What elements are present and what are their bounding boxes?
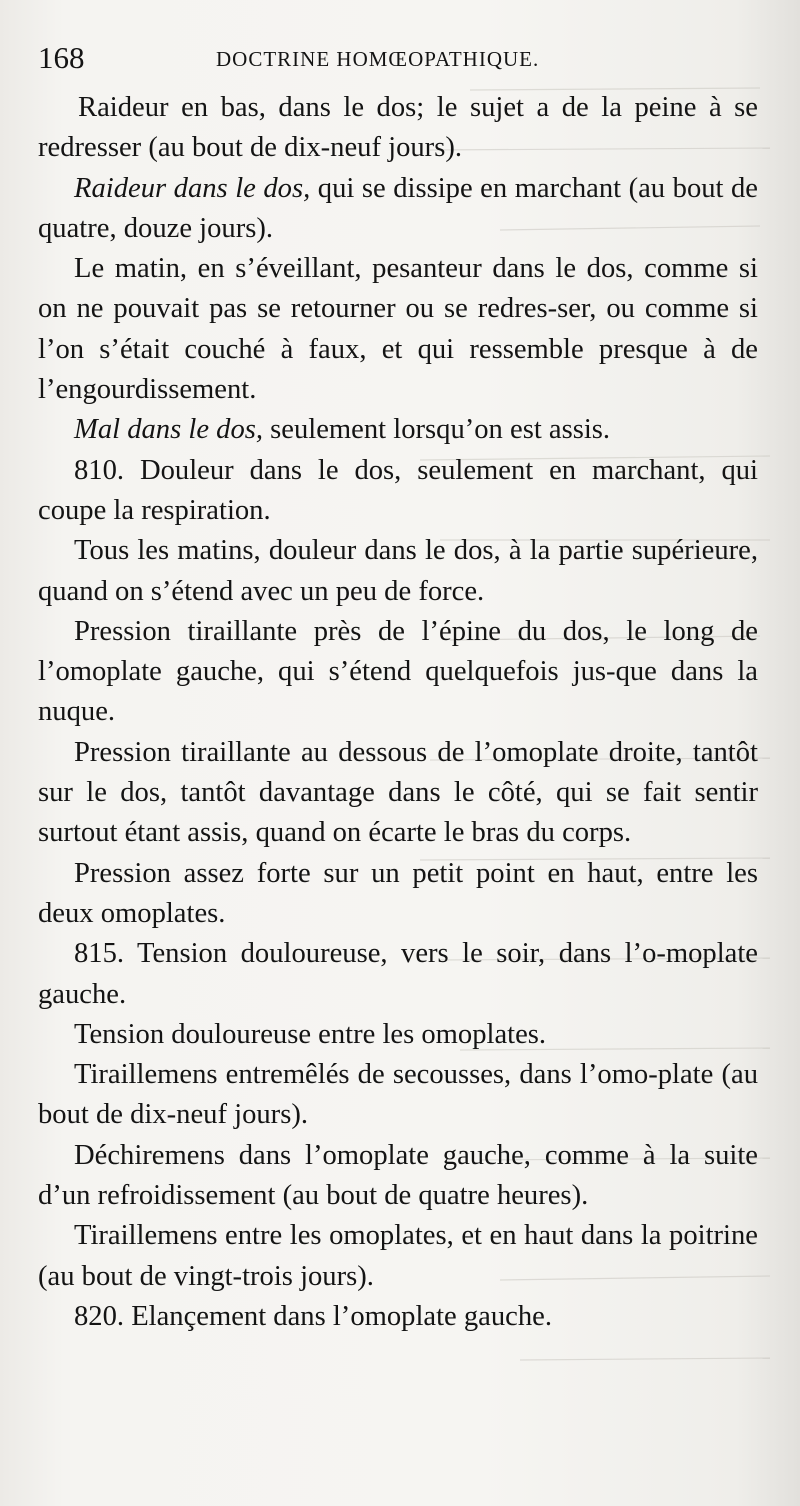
paragraph-italic: Mal dans le dos, (74, 414, 264, 446)
paragraph (38, 1216, 758, 1297)
paragraph (38, 169, 758, 250)
paragraph (38, 1055, 758, 1136)
paragraph-text: 810. Douleur dans le dos, seulement en marchant, qui coupe la respiration. (38, 454, 758, 526)
body-text (38, 88, 758, 1337)
page-header (38, 38, 758, 78)
paragraph (38, 854, 758, 935)
paragraph-italic: Raideur dans le dos, (74, 172, 311, 204)
paragraph (38, 1015, 758, 1055)
paragraph (38, 612, 758, 733)
paragraph-text: Déchiremens dans l’omoplate gauche, comme à la suite d’un refroidissement (au bout de quatre heures). (38, 1139, 758, 1212)
paragraph-text: qui se dissipe en marchant (au bout de quatre, douze jours). (38, 172, 758, 244)
paragraph (38, 88, 758, 169)
paragraph-text: Pression tiraillante au dessous de l’omoplate droite, tantôt sur le dos, tantôt davantage dans le côté, qui se fait sentir surtout étant assis, quand on écarte le bras du corps. (38, 736, 758, 849)
paragraph-text: seulement lorsqu’on est assis. (263, 414, 611, 446)
paragraph-text: 820. Elançement dans l’omoplate gauche. (74, 1300, 552, 1332)
paragraph-text: 815. Tension douloureuse, vers le soir, dans l’o-moplate gauche. (38, 938, 758, 1010)
paragraph-text: Tiraillemens entre les omoplates, et en haut dans la poitrine (au bout de vingt-trois jours). (38, 1220, 758, 1292)
running-title: DOCTRINE HOMŒOPATHIQUE. (216, 47, 540, 71)
paragraph (38, 451, 758, 532)
paragraph (38, 1297, 758, 1337)
paragraph (38, 531, 758, 612)
paragraph (38, 733, 758, 854)
paragraph-text: Pression tiraillante près de l’épine du dos, le long de l’omoplate gauche, qui s’étend quelquefois jus-que dans la nuque. (38, 615, 758, 728)
paragraph (38, 410, 758, 450)
paragraph (38, 249, 758, 410)
paragraph-text: Tiraillemens entremêlés de secousses, dans l’omo-plate (au bout de dix-neuf jours). (38, 1059, 758, 1131)
paragraph-text: Raideur en bas, dans le dos; le sujet a de la peine à se redresser (au bout de dix-neuf jours). (38, 92, 758, 164)
paragraph-text: Pression assez forte sur un petit point en haut, entre les deux omoplates. (38, 857, 758, 929)
paragraph-text: Le matin, en s’éveillant, pesanteur dans le dos, comme si on ne pouvait pas se retourner ou se redres-ser, ou comme si l’on s’était couché à faux, et qui ressemble presque à de l’engourdissement. (38, 253, 758, 406)
paragraph-text: Tous les matins, douleur dans le dos, à la partie supérieure, quand on s’étend avec un peu de force. (38, 535, 758, 607)
paragraph (38, 934, 758, 1015)
paragraph (38, 1136, 758, 1217)
paragraph-text: Tension douloureuse entre les omoplates. (74, 1018, 547, 1050)
page-number: 168 (38, 40, 85, 75)
